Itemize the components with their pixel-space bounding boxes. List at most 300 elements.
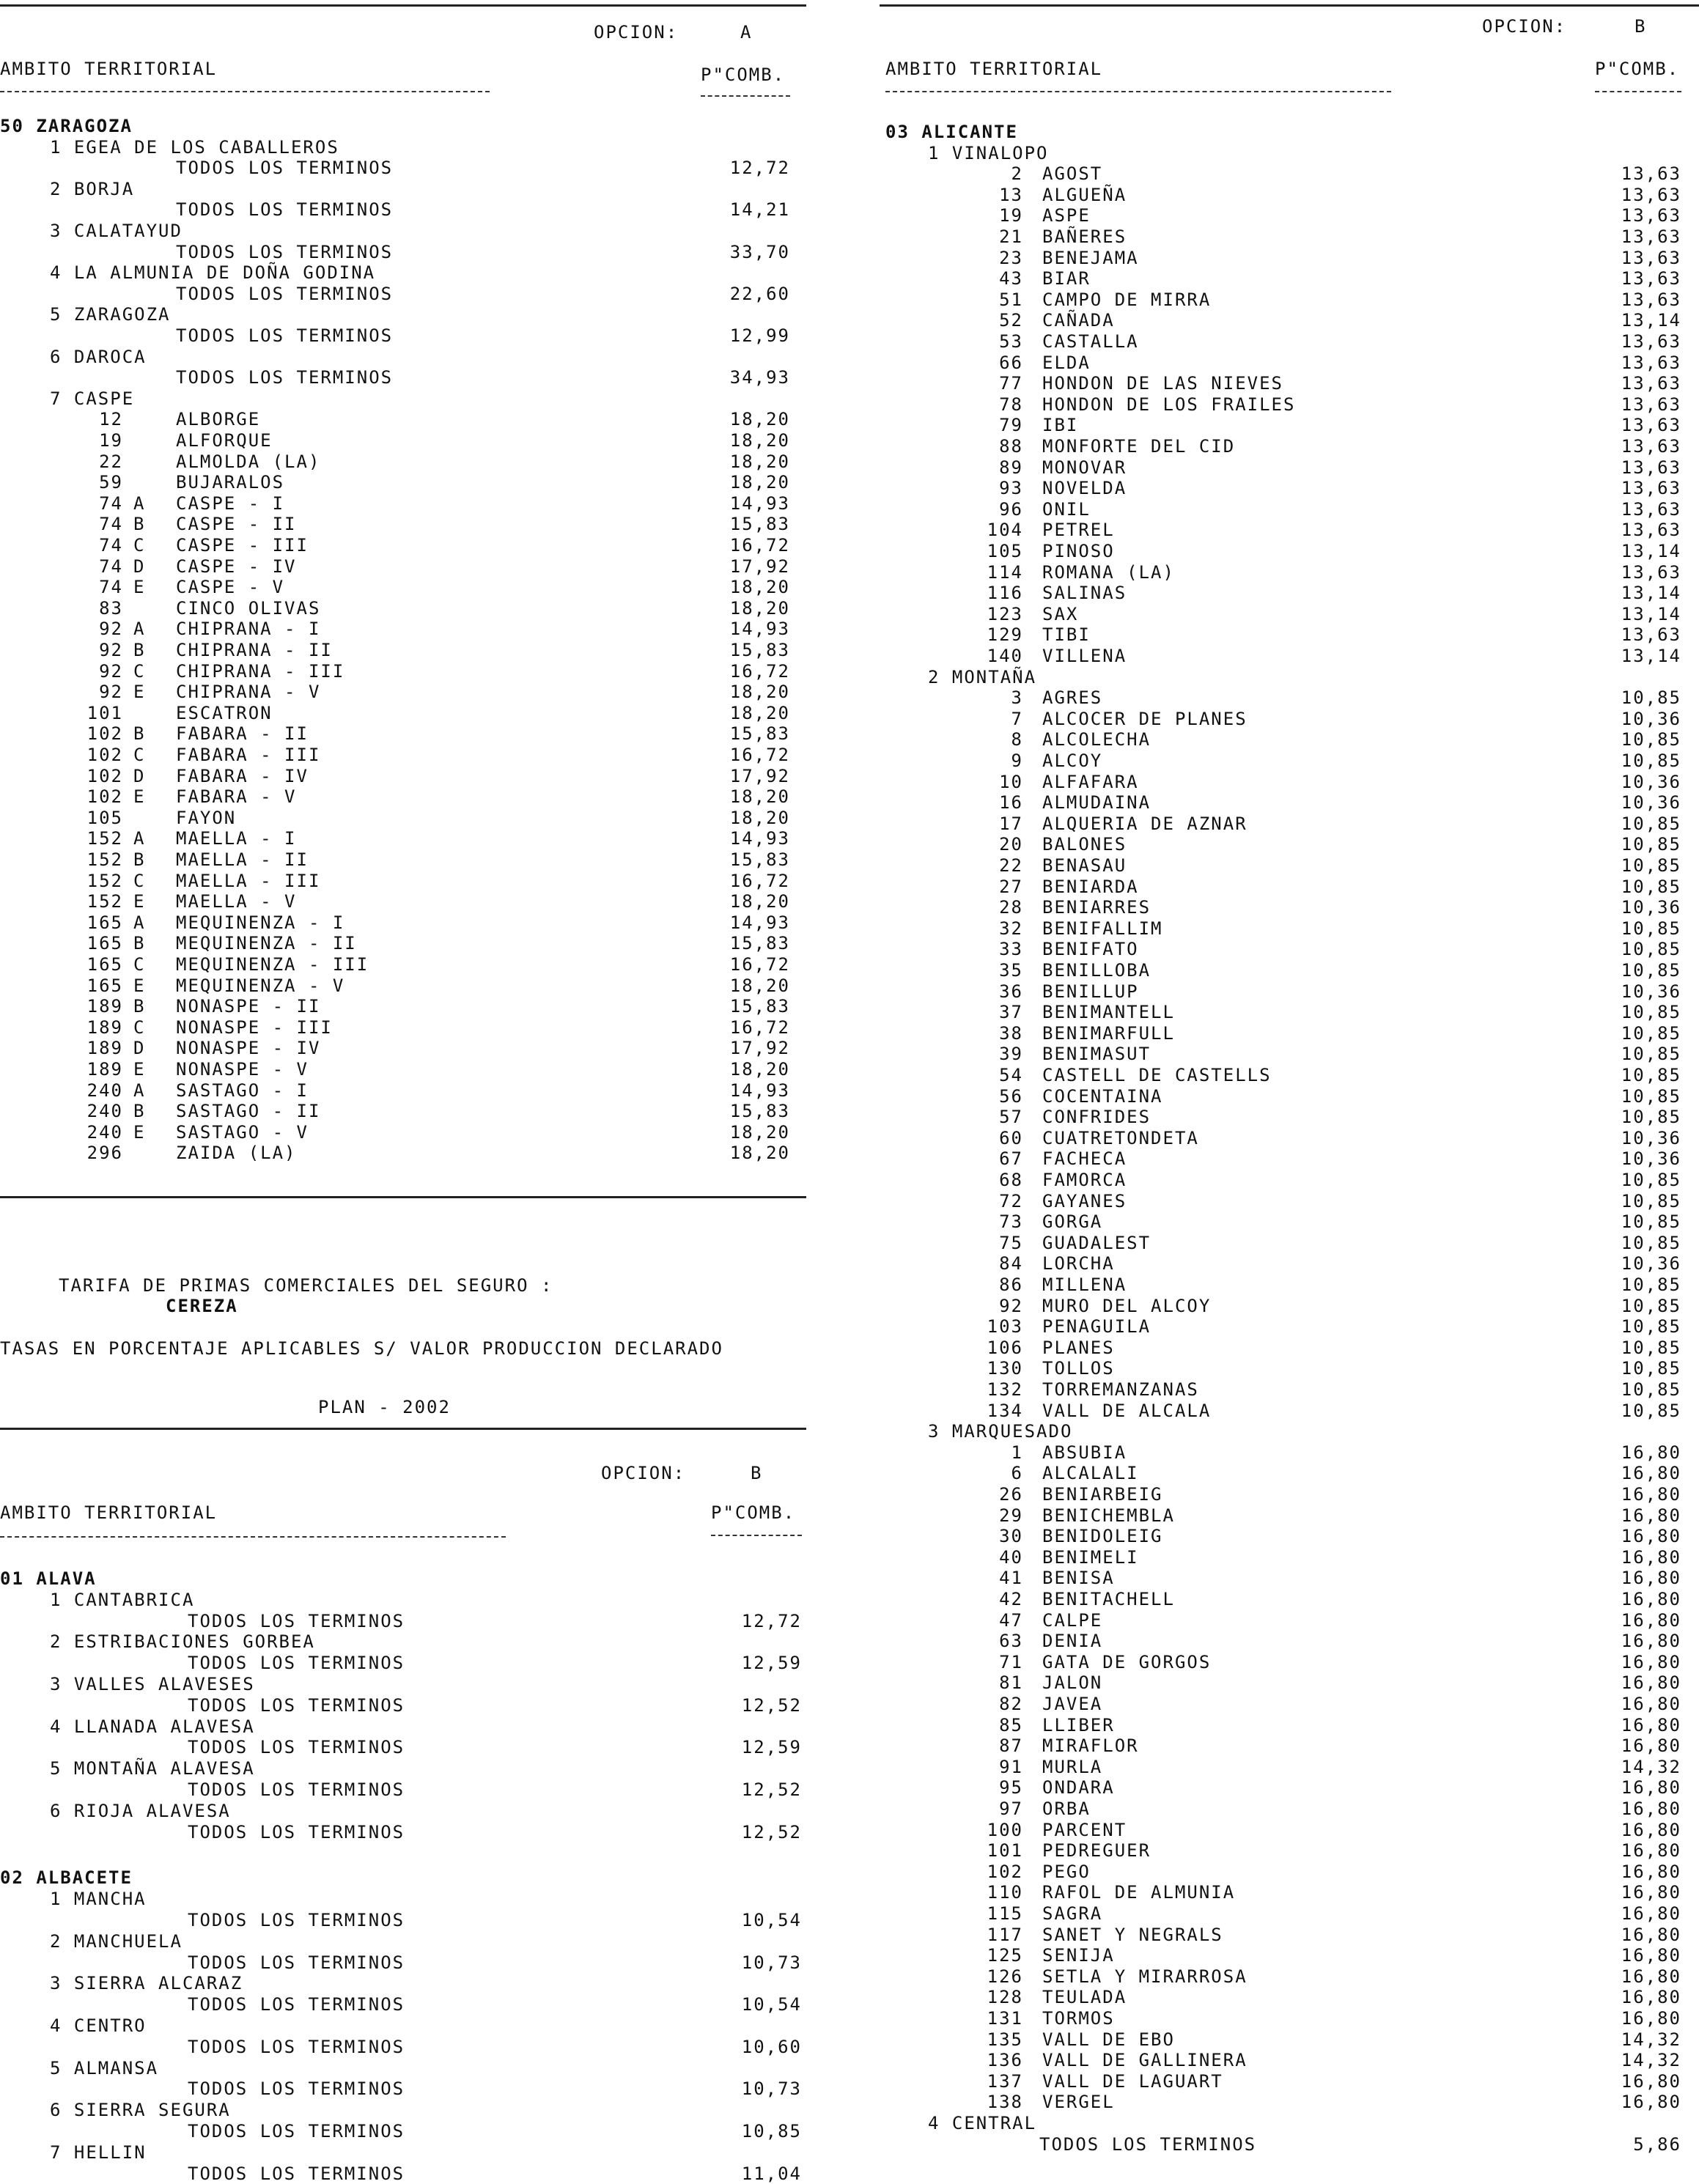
table-row — [880, 478, 1699, 498]
table-row — [0, 388, 806, 409]
term-name: SASTAGO - I — [176, 1080, 309, 1101]
term-code: 82 — [999, 1694, 1023, 1714]
term-name: TODOS LOS TERMINOS — [188, 2121, 405, 2141]
term-name: BENIARRES — [1042, 897, 1151, 918]
table-row — [880, 750, 1699, 771]
term-name: TODOS LOS TERMINOS — [176, 367, 394, 388]
table-row — [0, 1143, 806, 1163]
pcomb-value: 16,80 — [1621, 1589, 1681, 1609]
pcomb-value: 13,63 — [1621, 457, 1681, 478]
pcomb-value: 16,80 — [1621, 1903, 1681, 1924]
table-row — [880, 1358, 1699, 1379]
term-name: VALL DE GALLINERA — [1042, 2050, 1247, 2071]
table-row — [0, 242, 806, 262]
pcomb-value: 10,85 — [1621, 918, 1681, 939]
term-name: TOLLOS — [1042, 1358, 1115, 1379]
ambito-underline-a — [0, 91, 490, 92]
pcomb-value: 13,63 — [1621, 163, 1681, 185]
term-code: 75 — [999, 1232, 1023, 1253]
pcomb-value: 16,80 — [1621, 1505, 1681, 1526]
table-row — [0, 535, 806, 556]
term-name: VILLENA — [1042, 646, 1127, 666]
table-row — [880, 1274, 1699, 1295]
term-code: 43 — [999, 268, 1023, 289]
term-code: 92 — [99, 682, 123, 703]
pcomb-value: 14,93 — [729, 828, 790, 849]
term-code: 296 — [86, 1143, 123, 1164]
term-code: 105 — [86, 807, 123, 828]
term-name: TIBI — [1042, 624, 1091, 646]
comarca-name: 1 MANCHA — [50, 1889, 147, 1910]
term-name: COCENTAINA — [1042, 1085, 1163, 1107]
table-row — [880, 2092, 1699, 2112]
term-name: BENIMASUT — [1042, 1044, 1151, 1065]
table-row — [880, 624, 1699, 645]
plan-label: PLAN - 2002 — [318, 1397, 451, 1417]
pcomb-value: 10,85 — [1621, 1044, 1681, 1065]
table-row — [880, 185, 1699, 205]
pcomb-value: 16,80 — [1621, 1861, 1681, 1882]
opcion-value-c: B — [1634, 16, 1647, 37]
table-row — [880, 1463, 1699, 1483]
table-row — [0, 1059, 806, 1080]
term-subcode: B — [133, 933, 146, 954]
pcomb-value: 16,80 — [1621, 1945, 1681, 1966]
term-name: MONOVAR — [1042, 457, 1127, 478]
table-row — [880, 394, 1699, 415]
table-row — [880, 1840, 1699, 1861]
table-row — [0, 1631, 806, 1652]
term-code: 240 — [86, 1101, 123, 1122]
comarca-name: 1 EGEA DE LOS CABALLEROS — [50, 136, 339, 158]
pcomb-value: 14,93 — [729, 619, 790, 640]
term-code: 93 — [999, 478, 1023, 499]
table-row — [0, 849, 806, 870]
term-name: TODOS LOS TERMINOS — [188, 1737, 405, 1758]
term-code: 72 — [999, 1190, 1023, 1211]
pcomb-value: 14,32 — [1621, 2050, 1681, 2071]
opcion-label-c: OPCION: — [1482, 16, 1567, 37]
pcomb-value: 10,54 — [741, 1994, 802, 2015]
comarca-name: 2 MONTAÑA — [928, 666, 1037, 687]
term-name: FABARA - IV — [176, 765, 309, 786]
term-name: MEQUINENZA - II — [176, 933, 357, 954]
pcomb-value: 16,72 — [729, 954, 790, 975]
term-code: 16 — [999, 792, 1023, 814]
pcomb-value: 13,63 — [1621, 520, 1681, 541]
term-name: BENIMANTELL — [1042, 1002, 1175, 1023]
pcomb-underline-a — [701, 95, 790, 97]
pcomb-value: 12,52 — [741, 1779, 802, 1800]
table-row — [880, 1170, 1699, 1190]
term-name: CASTALLA — [1042, 331, 1139, 352]
term-code: 7 — [1011, 708, 1023, 729]
comarca-name: 4 CENTRO — [50, 2015, 147, 2036]
term-code: 13 — [999, 184, 1023, 205]
term-code: 28 — [999, 897, 1023, 918]
comarca-name: 2 BORJA — [50, 178, 135, 199]
term-code: 19 — [999, 205, 1023, 226]
term-code: 136 — [987, 2050, 1023, 2071]
table-row — [880, 877, 1699, 897]
term-name: ONIL — [1042, 498, 1091, 520]
plan-rule — [0, 1428, 806, 1430]
table-row — [0, 1910, 806, 1930]
pcomb-value: 14,21 — [729, 199, 790, 221]
term-code: 152 — [86, 828, 123, 849]
pcomb-value: 16,80 — [1621, 2070, 1681, 2092]
term-code: 57 — [999, 1107, 1023, 1128]
term-name: PARCENT — [1042, 1819, 1127, 1840]
table-row — [880, 646, 1699, 666]
term-code: 134 — [987, 1400, 1023, 1421]
term-name: TORMOS — [1042, 2008, 1115, 2029]
table-row — [880, 1148, 1699, 1169]
term-code: 130 — [987, 1358, 1023, 1379]
pcomb-header-b: P"COMB. — [711, 1502, 796, 1523]
pcomb-value: 16,80 — [1621, 1966, 1681, 1987]
table-row — [880, 310, 1699, 331]
term-code: 101 — [86, 702, 123, 723]
term-name: PLANES — [1042, 1337, 1115, 1358]
term-code: 3 — [1011, 687, 1023, 709]
term-code: 40 — [999, 1546, 1023, 1568]
term-code: 74 — [99, 492, 123, 514]
term-name: TEULADA — [1042, 1987, 1127, 2008]
comarca-name: 3 VALLES ALAVESES — [50, 1674, 255, 1694]
term-name: HONDON DE LOS FRAILES — [1042, 394, 1296, 415]
term-code: 128 — [987, 1987, 1023, 2008]
pcomb-value: 10,85 — [1621, 1358, 1681, 1379]
ambito-header-b: AMBITO TERRITORIAL — [0, 1502, 218, 1523]
table-row — [0, 284, 806, 304]
term-name: VALL DE ALCALA — [1042, 1400, 1212, 1421]
table-row — [880, 1233, 1699, 1253]
term-code: 189 — [86, 1038, 123, 1059]
pcomb-value: 10,85 — [1621, 1002, 1681, 1023]
term-name: CHIPRANA - II — [176, 640, 333, 660]
term-code: 30 — [999, 1526, 1023, 1547]
term-name: BAÑERES — [1042, 226, 1127, 247]
term-code: 96 — [999, 498, 1023, 520]
term-code: 240 — [86, 1121, 123, 1143]
term-name: CALPE — [1042, 1609, 1103, 1631]
term-subcode: B — [133, 514, 146, 535]
term-code: 102 — [86, 786, 123, 808]
term-name: TODOS LOS TERMINOS — [188, 1694, 405, 1716]
comarca-name: 3 SIERRA ALCARAZ — [50, 1973, 243, 1994]
pcomb-value: 13,14 — [1621, 603, 1681, 624]
pcomb-value: 14,32 — [1621, 2029, 1681, 2050]
pcomb-value: 16,80 — [1621, 1694, 1681, 1714]
table-row — [0, 1889, 806, 1909]
term-code: 21 — [999, 226, 1023, 247]
pcomb-value: 16,80 — [1621, 1651, 1681, 1672]
table-row — [0, 2121, 806, 2141]
pcomb-value: 12,52 — [741, 1694, 802, 1716]
pcomb-value: 13,14 — [1621, 541, 1681, 561]
pcomb-value: 13,63 — [1621, 624, 1681, 646]
term-name: MURO DEL ALCOY — [1042, 1295, 1212, 1316]
term-name: CAÑADA — [1042, 310, 1115, 331]
term-name: GORGA — [1042, 1211, 1103, 1233]
term-code: 105 — [987, 541, 1023, 561]
pcomb-value: 10,85 — [741, 2121, 802, 2141]
opcion-value-b: B — [751, 1463, 763, 1483]
pcomb-value: 14,93 — [729, 1080, 790, 1101]
term-code: 152 — [86, 891, 123, 912]
term-name: GAYANES — [1042, 1190, 1127, 1211]
pcomb-value: 13,14 — [1621, 646, 1681, 666]
pcomb-value: 16,72 — [729, 660, 790, 682]
table-row — [0, 577, 806, 597]
term-name: CONFRIDES — [1042, 1107, 1151, 1128]
term-code: 22 — [99, 451, 123, 472]
term-subcode: C — [133, 954, 146, 975]
pcomb-value: 10,85 — [1621, 960, 1681, 981]
term-code: 54 — [999, 1065, 1023, 1085]
term-name: TODOS LOS TERMINOS — [176, 158, 394, 179]
term-name: BALONES — [1042, 834, 1127, 855]
term-name: CASPE - I — [176, 492, 285, 514]
term-name: VALL DE EBO — [1042, 2029, 1175, 2050]
pcomb-value: 15,83 — [729, 514, 790, 535]
table-row — [0, 556, 806, 577]
term-name: BIAR — [1042, 268, 1091, 289]
table-row — [880, 1715, 1699, 1735]
term-name: FABARA - V — [176, 786, 297, 808]
term-name: HONDON DE LAS NIEVES — [1042, 373, 1283, 394]
table-row — [0, 2078, 806, 2099]
table-row — [0, 1080, 806, 1101]
table-row — [880, 373, 1699, 394]
term-name: CHIPRANA - V — [176, 682, 321, 703]
table-section-b — [0, 1568, 806, 2184]
term-code: 81 — [999, 1672, 1023, 1694]
term-code: 74 — [99, 514, 123, 535]
term-code: 26 — [999, 1484, 1023, 1505]
term-code: 77 — [999, 373, 1023, 394]
term-code: 83 — [99, 597, 123, 619]
term-name: TODOS LOS TERMINOS — [188, 1994, 405, 2015]
table-row — [880, 1253, 1699, 1274]
term-name: TODOS LOS TERMINOS — [176, 241, 394, 262]
table-row — [880, 268, 1699, 289]
pcomb-value: 10,85 — [1621, 1190, 1681, 1211]
term-code: 92 — [99, 640, 123, 660]
term-name: BENILLUP — [1042, 981, 1139, 1002]
term-code: 37 — [999, 1002, 1023, 1023]
table-row — [880, 981, 1699, 1002]
pcomb-value: 18,20 — [729, 597, 790, 619]
table-row — [880, 1023, 1699, 1044]
table-row — [880, 1002, 1699, 1022]
term-name: ALCALALI — [1042, 1463, 1139, 1484]
term-code: 53 — [999, 331, 1023, 352]
pcomb-value: 12,99 — [729, 325, 790, 346]
term-code: 33 — [999, 939, 1023, 960]
pcomb-value: 34,93 — [729, 367, 790, 388]
pcomb-value: 13,63 — [1621, 184, 1681, 205]
table-row — [0, 325, 806, 346]
term-name: TODOS LOS TERMINOS — [188, 1653, 405, 1674]
term-code: 6 — [1011, 1463, 1023, 1484]
term-code: 131 — [987, 2008, 1023, 2029]
pcomb-value: 13,63 — [1621, 436, 1681, 457]
term-subcode: E — [133, 975, 146, 996]
term-subcode: A — [133, 492, 146, 514]
term-code: 73 — [999, 1211, 1023, 1233]
table-row — [0, 409, 806, 429]
table-row — [880, 1338, 1699, 1358]
term-name: BENEJAMA — [1042, 247, 1139, 268]
table-row — [880, 729, 1699, 750]
pcomb-value: 18,20 — [729, 702, 790, 723]
table-row — [0, 1017, 806, 1038]
table-row — [0, 808, 806, 828]
term-name: TODOS LOS TERMINOS — [188, 1779, 405, 1800]
table-row — [0, 640, 806, 660]
table-row — [0, 1931, 806, 1952]
table-row — [880, 709, 1699, 729]
table-row — [0, 745, 806, 765]
pcomb-value: 33,70 — [729, 241, 790, 262]
pcomb-value: 16,80 — [1621, 1546, 1681, 1568]
table-row — [0, 598, 806, 619]
table-row — [0, 2100, 806, 2120]
term-name: SANET Y NEGRALS — [1042, 1924, 1223, 1945]
term-code: 97 — [999, 1799, 1023, 1819]
comarca-name: 3 MARQUESADO — [928, 1421, 1073, 1442]
tarifa-crop: CEREZA — [166, 1296, 238, 1316]
term-name: MEQUINENZA - I — [176, 912, 345, 933]
table-row — [0, 1779, 806, 1800]
pcomb-value: 13,63 — [1621, 373, 1681, 394]
term-name: BENITACHELL — [1042, 1589, 1175, 1609]
pcomb-value: 13,63 — [1621, 268, 1681, 289]
term-name: ROMANA (LA) — [1042, 561, 1175, 583]
table-section-a — [0, 116, 806, 1164]
table-row — [0, 2015, 806, 2036]
table-row — [880, 583, 1699, 603]
top-rule-right — [880, 4, 1699, 7]
term-code: 78 — [999, 394, 1023, 415]
term-code: 89 — [999, 457, 1023, 478]
pcomb-value: 10,85 — [1621, 855, 1681, 876]
pcomb-underline-b — [711, 1535, 802, 1536]
pcomb-value: 10,85 — [1621, 834, 1681, 855]
pcomb-value: 10,36 — [1621, 708, 1681, 729]
term-code: 51 — [999, 289, 1023, 310]
province-name: 01 ALAVA — [0, 1568, 97, 1589]
term-code: 115 — [987, 1903, 1023, 1924]
table-row — [0, 975, 806, 996]
term-code: 116 — [987, 583, 1023, 604]
table-row — [880, 604, 1699, 624]
term-name: ESCATRON — [176, 702, 273, 723]
pcomb-value: 10,85 — [1621, 1400, 1681, 1421]
pcomb-value: 10,85 — [1621, 729, 1681, 750]
term-code: 60 — [999, 1127, 1023, 1148]
term-code: 92 — [999, 1295, 1023, 1316]
term-name: GUADALEST — [1042, 1232, 1151, 1253]
pcomb-value: 15,83 — [729, 933, 790, 954]
term-code: 88 — [999, 436, 1023, 457]
table-row — [880, 1442, 1699, 1463]
term-name: ALMUDAINA — [1042, 792, 1151, 814]
table-row — [880, 1589, 1699, 1609]
term-name: SAX — [1042, 603, 1079, 624]
term-code: 1 — [1011, 1442, 1023, 1463]
term-code: 68 — [999, 1170, 1023, 1190]
table-row — [0, 766, 806, 786]
term-name: MILLENA — [1042, 1274, 1127, 1295]
term-name: TORREMANZANAS — [1042, 1379, 1199, 1400]
term-name: CUATRETONDETA — [1042, 1127, 1199, 1148]
term-name: SALINAS — [1042, 583, 1127, 604]
term-name: SASTAGO - V — [176, 1121, 309, 1143]
table-row — [0, 158, 806, 178]
pcomb-value: 13,63 — [1621, 352, 1681, 373]
province-name: 02 ALBACETE — [0, 1867, 133, 1889]
comarca-name: 5 MONTAÑA ALAVESA — [50, 1758, 255, 1779]
pcomb-value: 13,63 — [1621, 289, 1681, 310]
term-name: TODOS LOS TERMINOS — [188, 1952, 405, 1973]
table-row — [880, 1505, 1699, 1526]
table-row — [880, 436, 1699, 457]
term-subcode: E — [133, 891, 146, 912]
comarca-name: 1 VINALOPO — [928, 142, 1049, 163]
table-row — [0, 137, 806, 158]
term-code: 189 — [86, 1059, 123, 1080]
term-code: 20 — [999, 834, 1023, 855]
term-code: 189 — [86, 996, 123, 1017]
pcomb-value: 10,85 — [1621, 1085, 1681, 1107]
table-row — [880, 1191, 1699, 1211]
term-name: CASPE - V — [176, 577, 285, 598]
table-row — [880, 143, 1699, 163]
table-row — [0, 912, 806, 933]
table-row — [880, 814, 1699, 834]
term-subcode: E — [133, 1059, 146, 1080]
comarca-name: 4 LLANADA ALAVESA — [50, 1716, 255, 1737]
pcomb-value: 10,85 — [1621, 876, 1681, 897]
term-name: TODOS LOS TERMINOS — [188, 2078, 405, 2100]
term-subcode: B — [133, 1101, 146, 1122]
table-row — [0, 682, 806, 702]
pcomb-value: 10,36 — [1621, 1148, 1681, 1170]
table-row — [0, 1952, 806, 1973]
table-row — [0, 2163, 806, 2184]
table-row — [0, 1695, 806, 1716]
pcomb-value: 16,80 — [1621, 1568, 1681, 1589]
term-name: TODOS LOS TERMINOS — [188, 2036, 405, 2057]
term-name: TODOS LOS TERMINOS — [176, 199, 394, 221]
pcomb-value: 15,83 — [729, 849, 790, 870]
term-code: 102 — [86, 745, 123, 765]
comarca-name: 3 CALATAYUD — [50, 221, 183, 241]
pcomb-value: 10,73 — [741, 2078, 802, 2100]
pcomb-value: 18,20 — [729, 577, 790, 598]
pcomb-value: 13,63 — [1621, 205, 1681, 226]
table-row — [880, 1526, 1699, 1546]
term-name: NONASPE - II — [176, 996, 321, 1017]
table-row — [0, 1038, 806, 1058]
term-code: 85 — [999, 1714, 1023, 1735]
pcomb-value: 13,63 — [1621, 415, 1681, 436]
table-row — [880, 1903, 1699, 1924]
term-subcode: C — [133, 745, 146, 765]
